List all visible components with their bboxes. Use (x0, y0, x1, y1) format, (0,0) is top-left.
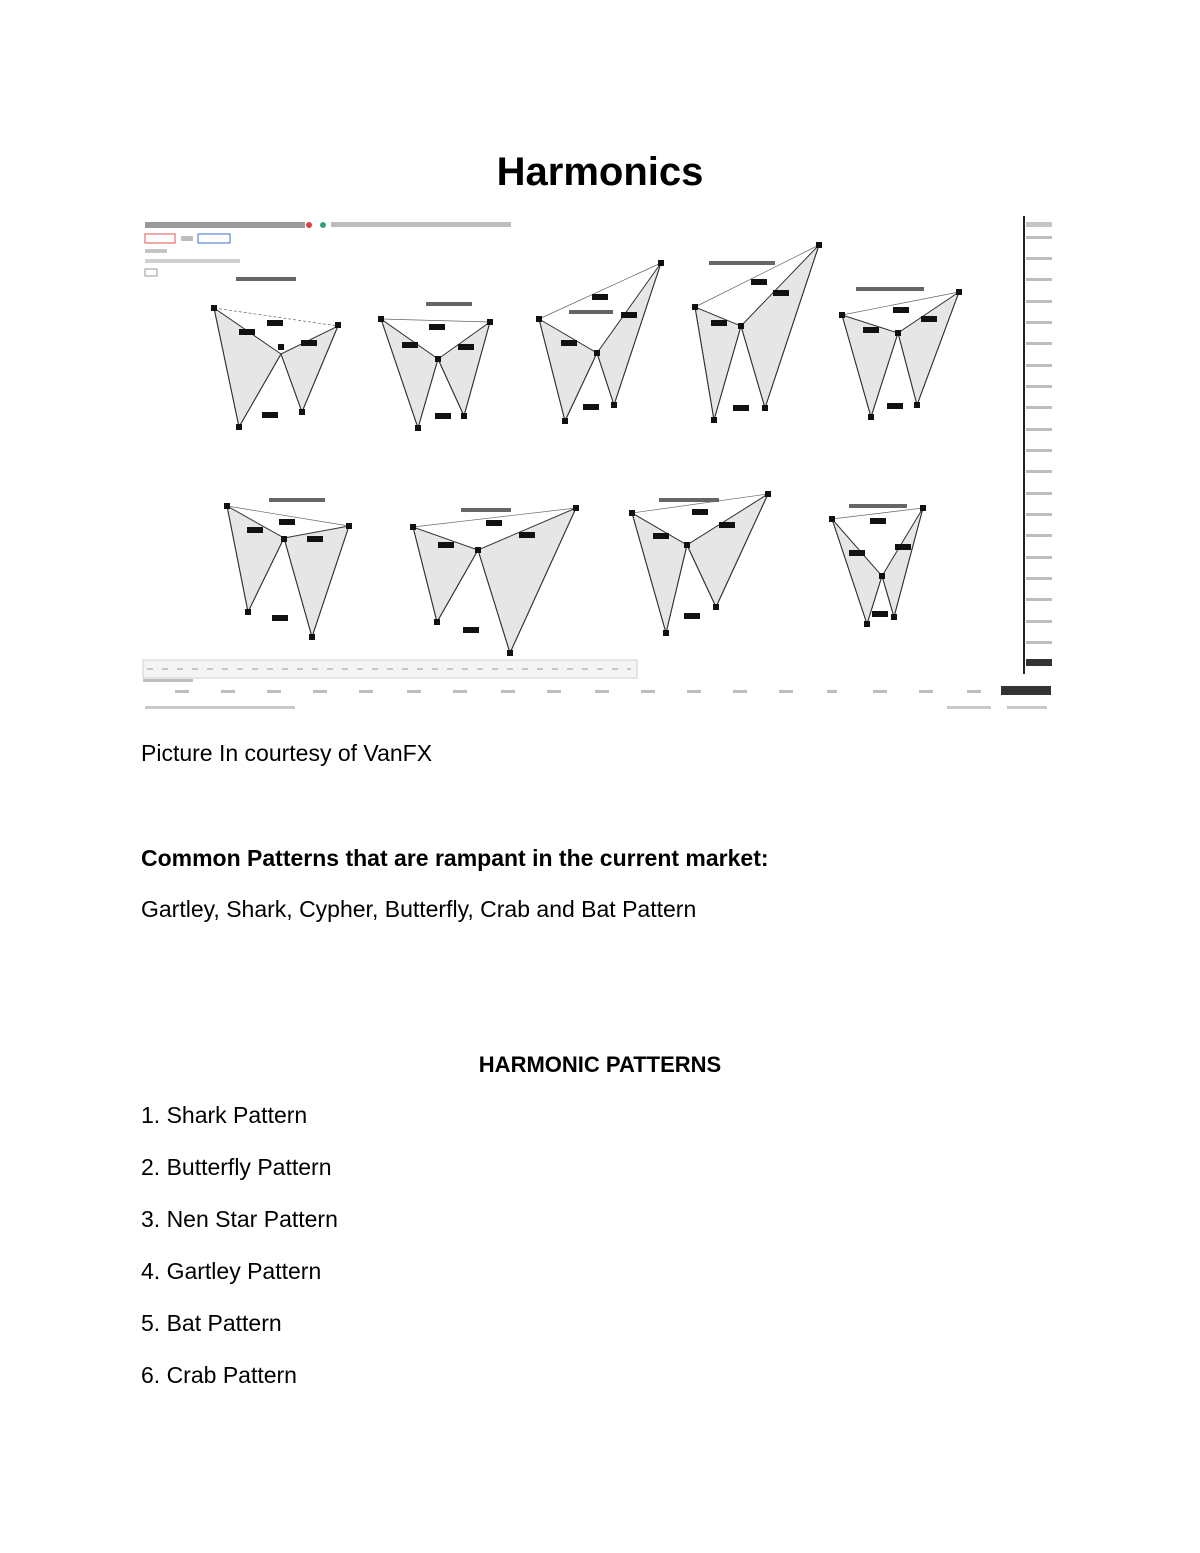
pattern-nen-star (629, 491, 771, 636)
list-item: 4. Gartley Pattern (141, 1258, 322, 1284)
figure-caption: Picture In courtesy of VanFX (141, 740, 433, 766)
pattern-cypher-left (224, 498, 352, 640)
drawing-toolbar (143, 660, 637, 682)
list-item: 3. Nen Star Pattern (141, 1206, 338, 1232)
list-item: 2. Butterfly Pattern (141, 1154, 332, 1180)
list-item: 5. Bat Pattern (141, 1310, 282, 1336)
document-title: Harmonics (496, 150, 704, 194)
common-patterns-list: Gartley, Shark, Cypher, Butterfly, Crab and Bat Pattern (141, 896, 697, 922)
list-item: 6. Crab Pattern (141, 1362, 297, 1388)
pattern-bat-variant (839, 287, 962, 420)
list-item: 1. Shark Pattern (141, 1102, 308, 1128)
price-axis (1024, 216, 1052, 674)
pattern-crab (536, 260, 664, 424)
chart-header (145, 222, 511, 276)
pattern-alt-bat (829, 504, 926, 627)
harmonic-patterns-chart-image (141, 216, 1056, 716)
pattern-bat (378, 302, 493, 431)
common-patterns-heading: Common Patterns that are rampant in the current market: (141, 845, 769, 871)
pattern-shark (410, 505, 579, 656)
chart-screenshot-svg (141, 216, 1056, 716)
harmonic-patterns-heading: HARMONIC PATTERNS (478, 1052, 722, 1077)
pattern-gartley (211, 277, 341, 430)
harmonic-pattern-list (141, 1100, 338, 1412)
time-axis (145, 686, 1051, 709)
pattern-deep-crab (692, 242, 822, 423)
